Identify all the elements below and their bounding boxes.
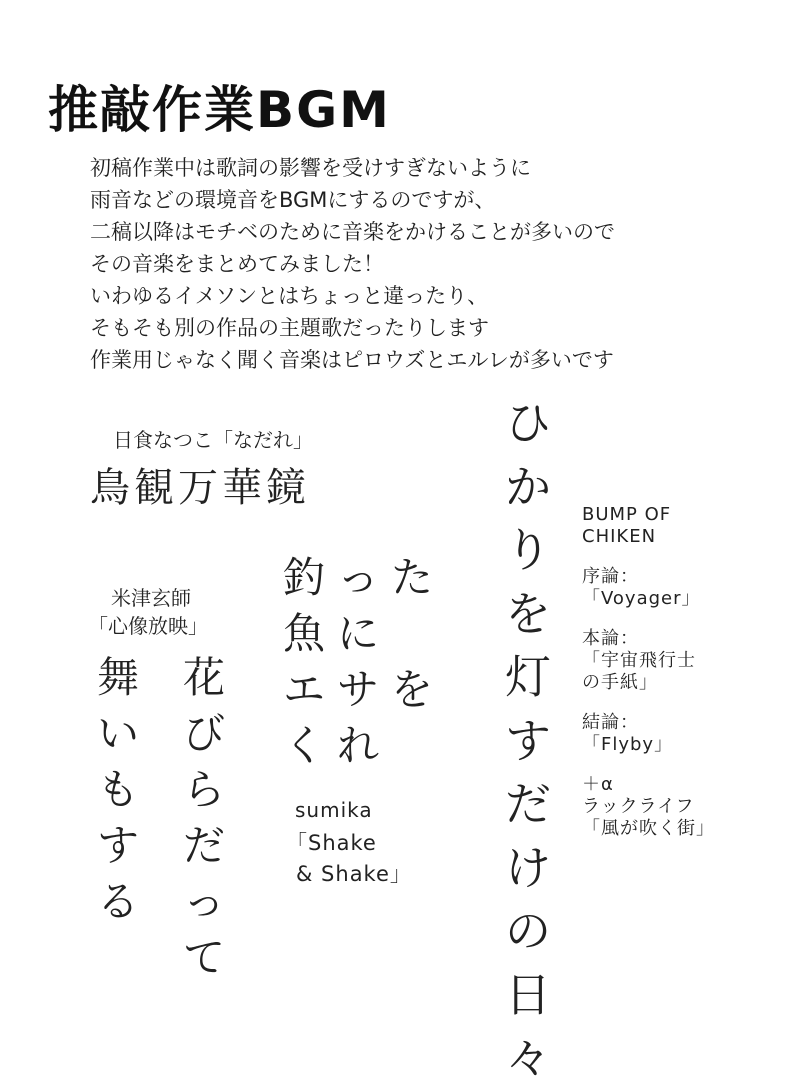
song1-title: 鳥観万華鏡	[90, 465, 310, 511]
song4-char: の	[505, 904, 551, 958]
bump-section-label: 序論：	[582, 566, 639, 587]
song4-title-column	[498, 392, 558, 1091]
song2-title-column-right	[174, 650, 234, 986]
song2-credit-artist: 米津玄師	[111, 586, 191, 610]
song3-char: っ	[336, 553, 379, 602]
song3-char: れ	[336, 721, 379, 770]
bump-song: 「Voyager」	[582, 588, 701, 609]
song4-char: か	[505, 459, 551, 514]
bump-list	[582, 504, 715, 858]
bump-extra-section	[582, 774, 715, 840]
song3-char: た	[390, 553, 433, 602]
song2-char: て	[182, 933, 225, 982]
bump-song: 「風が吹く街」	[582, 818, 715, 839]
song3-credit-title: 「Shake	[286, 831, 377, 855]
bump-artist-line: BUMP OF	[582, 504, 672, 525]
intro-line: 初稿作業中は歌詞の影響を受けすぎないように	[90, 156, 531, 180]
song3-char: サ	[336, 665, 379, 714]
song3-char: く	[282, 721, 325, 770]
song2-char: ら	[182, 765, 225, 814]
song4-char: り	[505, 523, 551, 577]
song2-credit-title: 「心像放映」	[88, 614, 208, 638]
song4-char: 々	[505, 1031, 551, 1085]
song3-char: を	[390, 665, 433, 714]
song2-char: す	[96, 821, 139, 870]
song4-char: け	[505, 840, 551, 895]
bump-extra-artist: ラックライフ	[582, 796, 695, 817]
song3-char: 釣	[282, 553, 325, 602]
song3-char: に	[336, 609, 379, 658]
song2-char: る	[96, 877, 139, 926]
song2-title-column-left	[88, 650, 148, 930]
bump-section-label: 本論：	[582, 628, 639, 649]
bump-artist	[582, 504, 715, 548]
song2-char: だ	[182, 821, 225, 870]
bump-section-label: 結論：	[582, 712, 639, 733]
song2-char: っ	[182, 877, 225, 926]
intro-line: 作業用じゃなく聞く音楽はピロウズとエルレが多いです	[90, 348, 614, 372]
intro-line: いわゆるイメソンとはちょっと違ったり、	[90, 284, 489, 308]
page-title: 推敲作業BGM	[48, 81, 391, 139]
song3-char: 魚	[282, 609, 325, 658]
intro-line: そもそも別の作品の主題歌だったりします	[90, 316, 489, 340]
bump-intro-section	[582, 566, 715, 610]
song3-credit-title-cont: & Shake」	[296, 862, 412, 886]
bump-song: 「Flyby」	[582, 734, 674, 755]
song3-title-column-left	[274, 550, 334, 774]
song2-char: び	[182, 709, 225, 758]
intro-line: 二稿以降はモチベのために音楽をかけることが多いので	[90, 220, 615, 244]
song3-title-column-middle	[328, 550, 388, 774]
song4-char: す	[505, 713, 551, 768]
bump-section-label: ＋α	[582, 774, 614, 795]
song1-credit: 日食なつこ「なだれ」	[113, 428, 313, 452]
intro-line: その音楽をまとめてみました！	[90, 252, 384, 276]
song3-char: エ	[282, 665, 325, 714]
bump-main-section	[582, 628, 715, 694]
song4-char: だ	[505, 777, 551, 831]
song2-char: 舞	[96, 653, 139, 702]
song3-title-column-right	[382, 550, 442, 718]
song3-credit-artist: sumika	[295, 798, 373, 822]
song2-char: い	[96, 709, 139, 758]
intro-line: 雨音などの環境音をBGMにするのですが、	[90, 188, 496, 212]
bump-song: の手紙」	[582, 672, 658, 693]
song2-char: も	[96, 765, 139, 814]
song4-char: 灯	[505, 650, 551, 704]
bump-artist-line: CHIKEN	[582, 526, 657, 547]
song2-char: 花	[182, 653, 225, 702]
intro-text	[90, 152, 615, 376]
song4-char: ひ	[505, 396, 551, 450]
song3-char	[382, 606, 442, 662]
song4-char: 日	[505, 967, 551, 1022]
song4-char: を	[505, 586, 551, 641]
bump-song: 「宇宙飛行士	[582, 650, 696, 671]
bump-conclusion-section	[582, 712, 715, 756]
